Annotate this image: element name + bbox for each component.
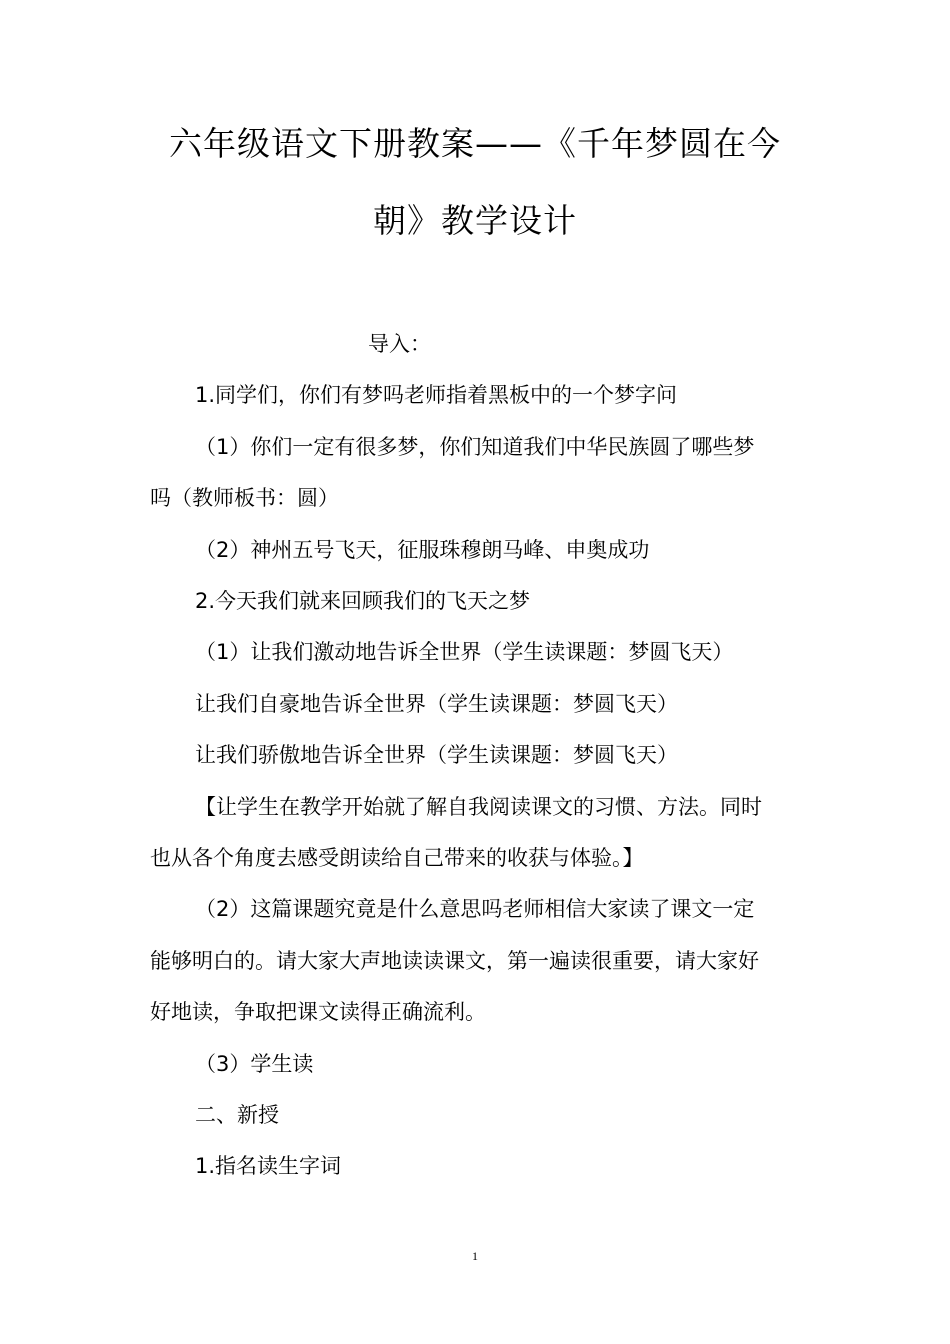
paragraph-line: （3）学生读	[195, 1052, 314, 1076]
paragraph-line: 让我们骄傲地告诉全世界（学生读课题：梦圆飞天）	[195, 743, 678, 767]
page-number: 1	[472, 1249, 478, 1263]
document-title-line-1: 六年级语文下册教案——《千年梦圆在今	[169, 124, 781, 163]
paragraph-line: 也从各个角度去感受朗读给自己带来的收获与体验。】	[150, 846, 644, 870]
section-heading: 二、新授	[195, 1103, 279, 1127]
paragraph-line: 1.同学们，你们有梦吗老师指着黑板中的一个梦字问	[195, 383, 678, 407]
paragraph-line: 吗（教师板书：圆）	[150, 486, 339, 510]
paragraph-line: （2）神州五号飞天，征服珠穆朗马峰、申奥成功	[195, 538, 650, 562]
paragraph-line: 能够明白的。请大家大声地读读课文，第一遍读很重要，请大家好	[150, 949, 759, 973]
paragraph-line: 让我们自豪地告诉全世界（学生读课题：梦圆飞天）	[195, 692, 678, 716]
paragraph-line: （1）你们一定有很多梦，你们知道我们中华民族圆了哪些梦	[195, 435, 755, 459]
paragraph-line: （2）这篇课题究竟是什么意思吗老师相信大家读了课文一定	[195, 897, 755, 921]
paragraph-line: 好地读，争取把课文读得正确流利。	[150, 1000, 486, 1024]
paragraph-line: 导入：	[368, 332, 431, 356]
paragraph-line: 1.指名读生字词	[195, 1154, 342, 1178]
paragraph-line: （1）让我们激动地告诉全世界（学生读课题：梦圆飞天）	[195, 640, 734, 664]
paragraph-line: 2.今天我们就来回顾我们的飞天之梦	[195, 589, 531, 613]
document-title-line-2: 朝》教学设计	[373, 201, 577, 240]
paragraph-line: 【让学生在教学开始就了解自我阅读课文的习惯、方法。同时	[195, 795, 762, 819]
